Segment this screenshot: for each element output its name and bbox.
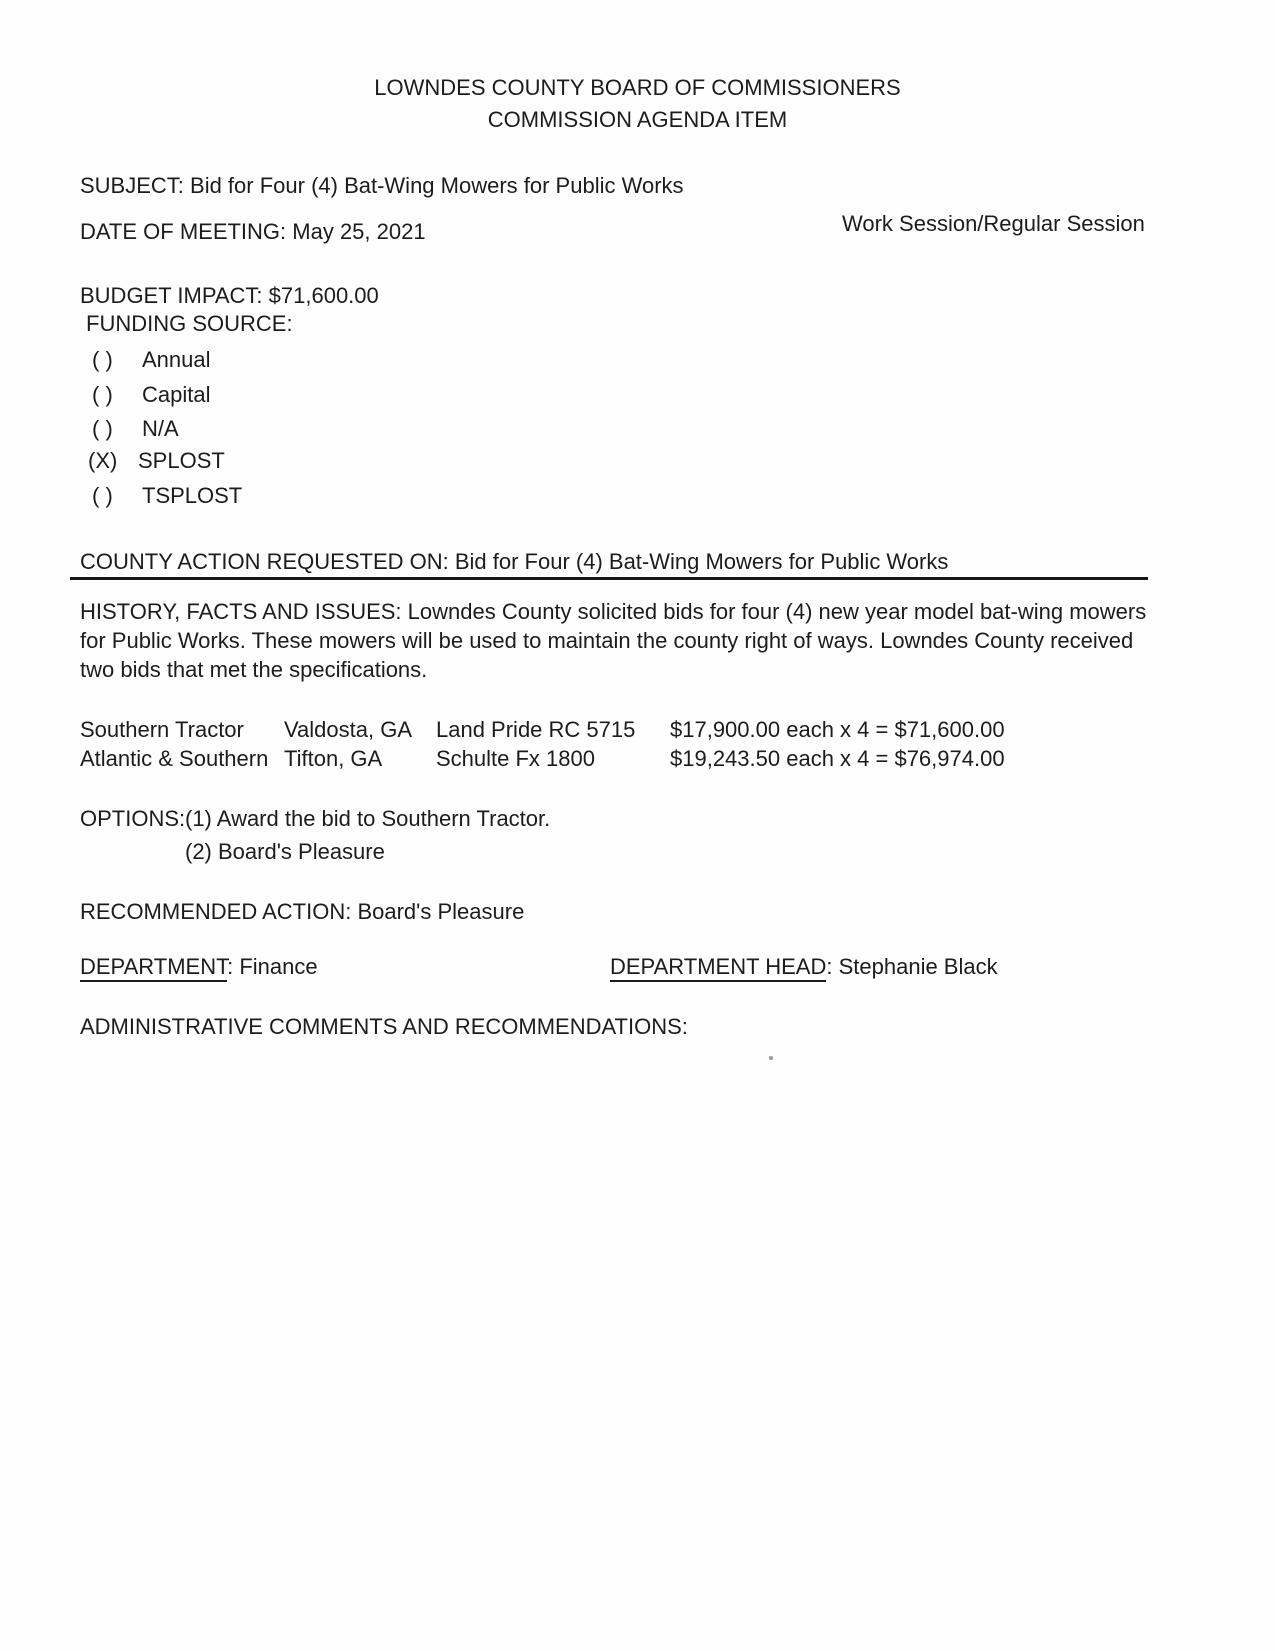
bid-location: Tifton, GA [284, 746, 383, 771]
session-type-label: Work Session/Regular Session [842, 211, 1145, 236]
bid-location: Valdosta, GA [284, 717, 412, 742]
bid-price: $17,900.00 each x 4 = $71,600.00 [670, 717, 1005, 742]
funding-source-label: FUNDING SOURCE: [86, 311, 293, 336]
option-item-1: (1) Award the bid to Southern Tractor. [185, 806, 551, 831]
county-action-line: COUNTY ACTION REQUESTED ON: Bid for Four (4) Bat-Wing Mowers for Public Works [80, 549, 949, 574]
subject-line: SUBJECT: Bid for Four (4) Bat-Wing Mowers for Public Works [80, 173, 684, 198]
budget-impact-line: BUDGET IMPACT: $71,600.00 [80, 283, 379, 308]
document-title-line1: LOWNDES COUNTY BOARD OF COMMISSIONERS [374, 75, 901, 100]
funding-option-capital [92, 380, 210, 410]
section-divider-rule [70, 577, 1148, 580]
bid-model: Land Pride RC 5715 [436, 717, 636, 742]
funding-option-tsplost [92, 481, 242, 511]
bid-model: Schulte Fx 1800 [436, 746, 595, 771]
bid-price: $19,243.50 each x 4 = $76,974.00 [670, 746, 1005, 771]
department-group [80, 952, 318, 982]
department-head-group [610, 952, 998, 982]
options-label: OPTIONS: [80, 806, 186, 831]
funding-option-label: N/A [142, 416, 179, 441]
funding-option-label: SPLOST [138, 448, 225, 473]
checkbox-mark: ( ) [92, 382, 113, 407]
department-value: : Finance [227, 954, 318, 979]
department-head-label: DEPARTMENT HEAD [610, 954, 826, 982]
admin-comments-label: ADMINISTRATIVE COMMENTS AND RECOMMENDATIONS: [80, 1014, 688, 1039]
option-item-2: (2) Board's Pleasure [185, 839, 385, 864]
date-of-meeting-line: DATE OF MEETING: May 25, 2021 [80, 219, 426, 244]
funding-option-splost [88, 446, 225, 476]
funding-option-label: TSPLOST [142, 483, 243, 508]
bid-vendor: Southern Tractor [80, 717, 244, 742]
funding-option-na [92, 414, 179, 444]
scan-speck [769, 1056, 773, 1060]
funding-option-annual [92, 345, 211, 375]
history-facts-paragraph: HISTORY, FACTS AND ISSUES: Lowndes County solicited bids for four (4) new year model bat-wing mowers for Public Works. These mowers will be used to maintain the county right of ways. Lowndes County received two bids that met the specifications. [80, 599, 1147, 682]
funding-option-label: Annual [142, 347, 211, 372]
funding-option-label: Capital [142, 382, 211, 407]
checkbox-mark: ( ) [92, 483, 113, 508]
department-head-value: : Stephanie Black [826, 954, 998, 979]
department-label: DEPARTMENT [80, 954, 227, 982]
recommended-action-line: RECOMMENDED ACTION: Board's Pleasure [80, 899, 525, 924]
checkbox-mark: ( ) [92, 416, 113, 441]
checkbox-mark-checked: (X) [88, 448, 118, 473]
bid-vendor: Atlantic & Southern [80, 746, 269, 771]
checkbox-mark: ( ) [92, 347, 113, 372]
document-title-line2: COMMISSION AGENDA ITEM [487, 107, 788, 132]
